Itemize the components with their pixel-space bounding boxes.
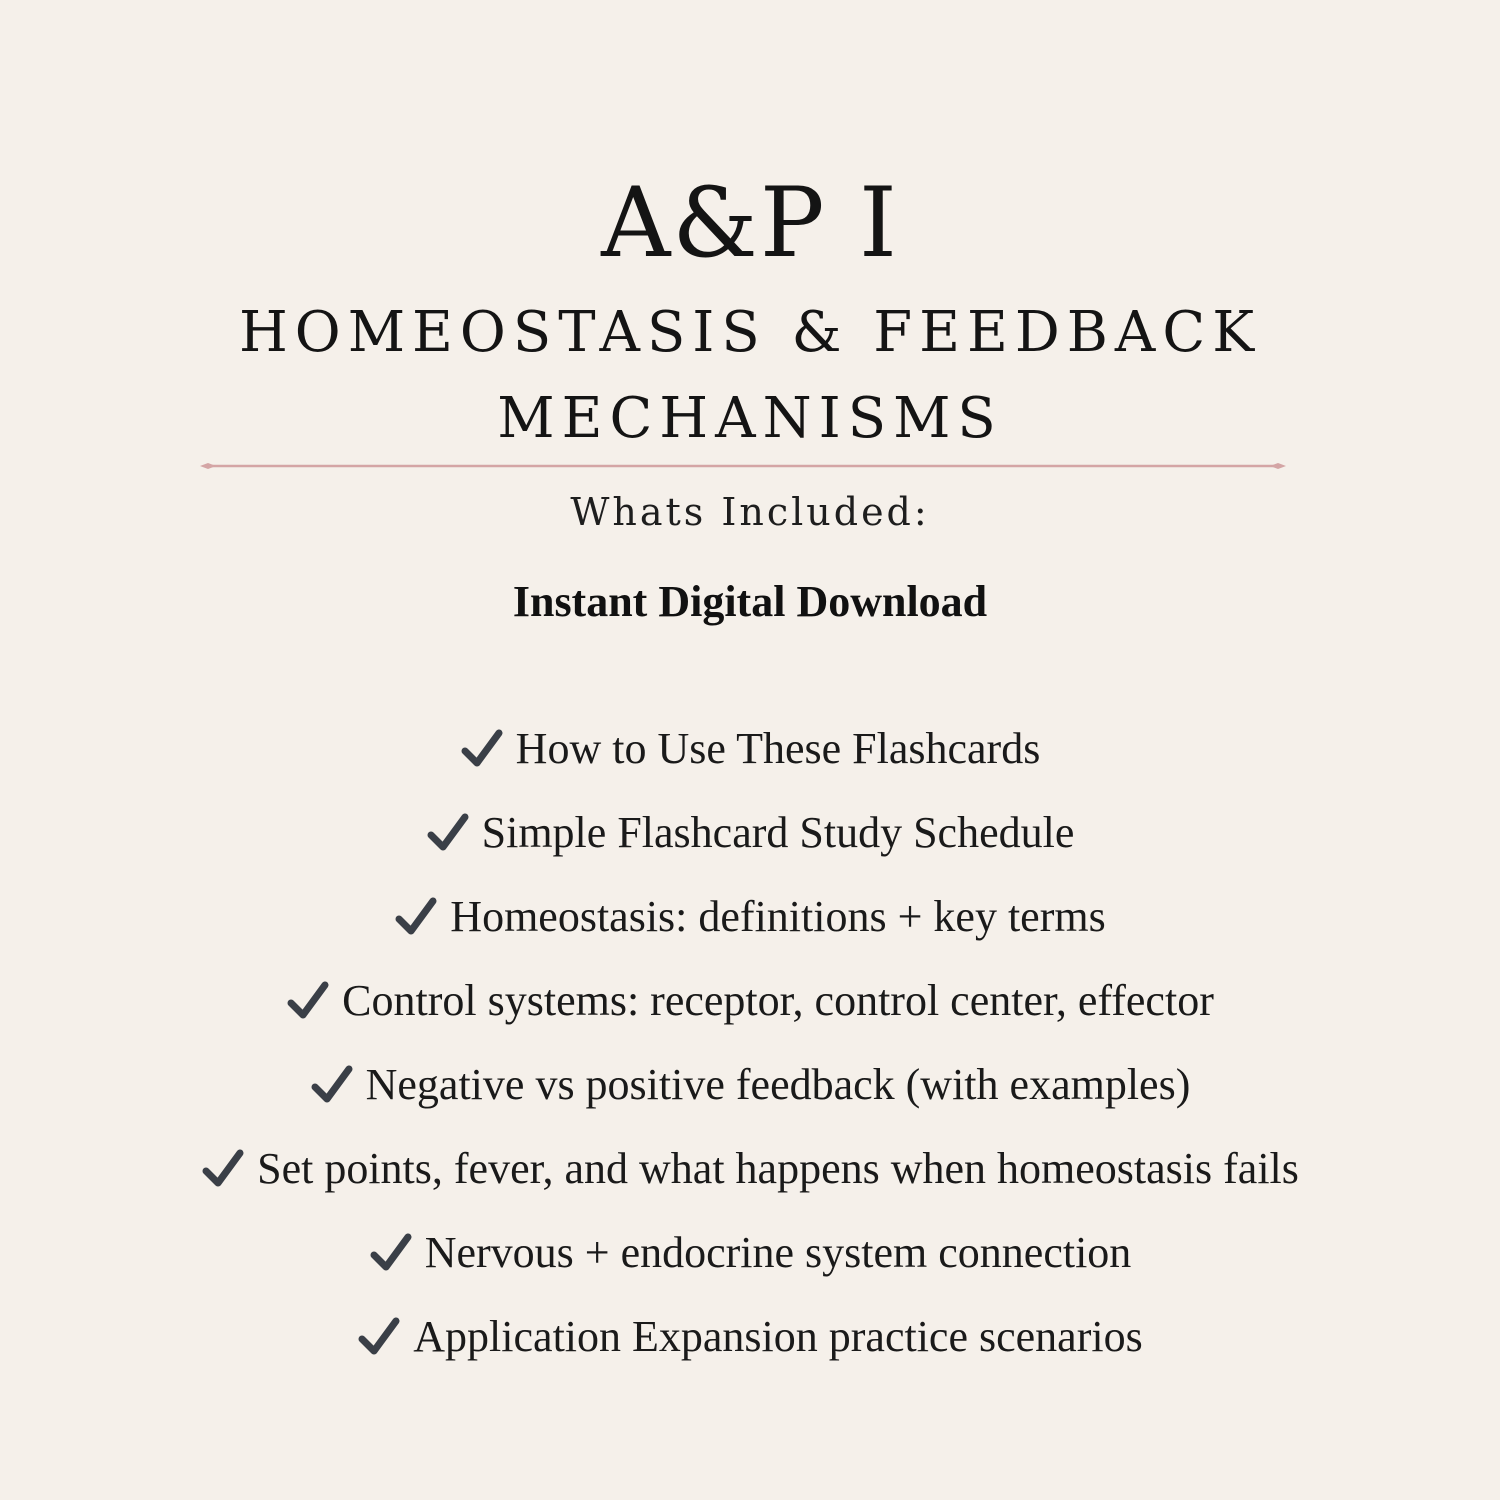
- check-icon: [369, 1231, 413, 1275]
- list-item-label: Control systems: receptor, control center, effector: [342, 976, 1214, 1025]
- list-item: [0, 791, 1500, 875]
- check-icon: [310, 1063, 354, 1107]
- page-subtitle: HOMEOSTASIS & FEEDBACK MECHANISMS: [238, 300, 1262, 451]
- list-item: [0, 1211, 1500, 1295]
- instant-download-heading: Instant Digital Download: [512, 577, 988, 626]
- check-icon: [201, 1147, 245, 1191]
- list-item-label: Application Expansion practice scenarios: [413, 1312, 1143, 1361]
- list-item: [0, 1127, 1500, 1211]
- list-item: [0, 1043, 1500, 1127]
- whats-included-label: Whats Included:: [570, 490, 930, 534]
- check-icon: [357, 1315, 401, 1359]
- included-list: [0, 707, 1500, 1379]
- list-item-label: Nervous + endocrine system connection: [424, 1228, 1132, 1277]
- list-item: [0, 1295, 1500, 1379]
- check-icon: [426, 811, 470, 855]
- page-title: A&P I: [601, 167, 899, 279]
- divider-line: [200, 458, 1286, 474]
- list-item: [0, 959, 1500, 1043]
- check-icon: [286, 979, 330, 1023]
- list-item: [0, 707, 1500, 791]
- list-item-label: How to Use These Flashcards: [515, 724, 1041, 773]
- list-item-label: Simple Flashcard Study Schedule: [481, 808, 1075, 857]
- check-icon: [394, 895, 438, 939]
- list-item-label: Negative vs positive feedback (with examples): [365, 1060, 1191, 1109]
- list-item-label: Homeostasis: definitions + key terms: [450, 892, 1106, 941]
- check-icon: [460, 727, 504, 771]
- list-item: [0, 875, 1500, 959]
- list-item-label: Set points, fever, and what happens when homeostasis fails: [257, 1144, 1299, 1193]
